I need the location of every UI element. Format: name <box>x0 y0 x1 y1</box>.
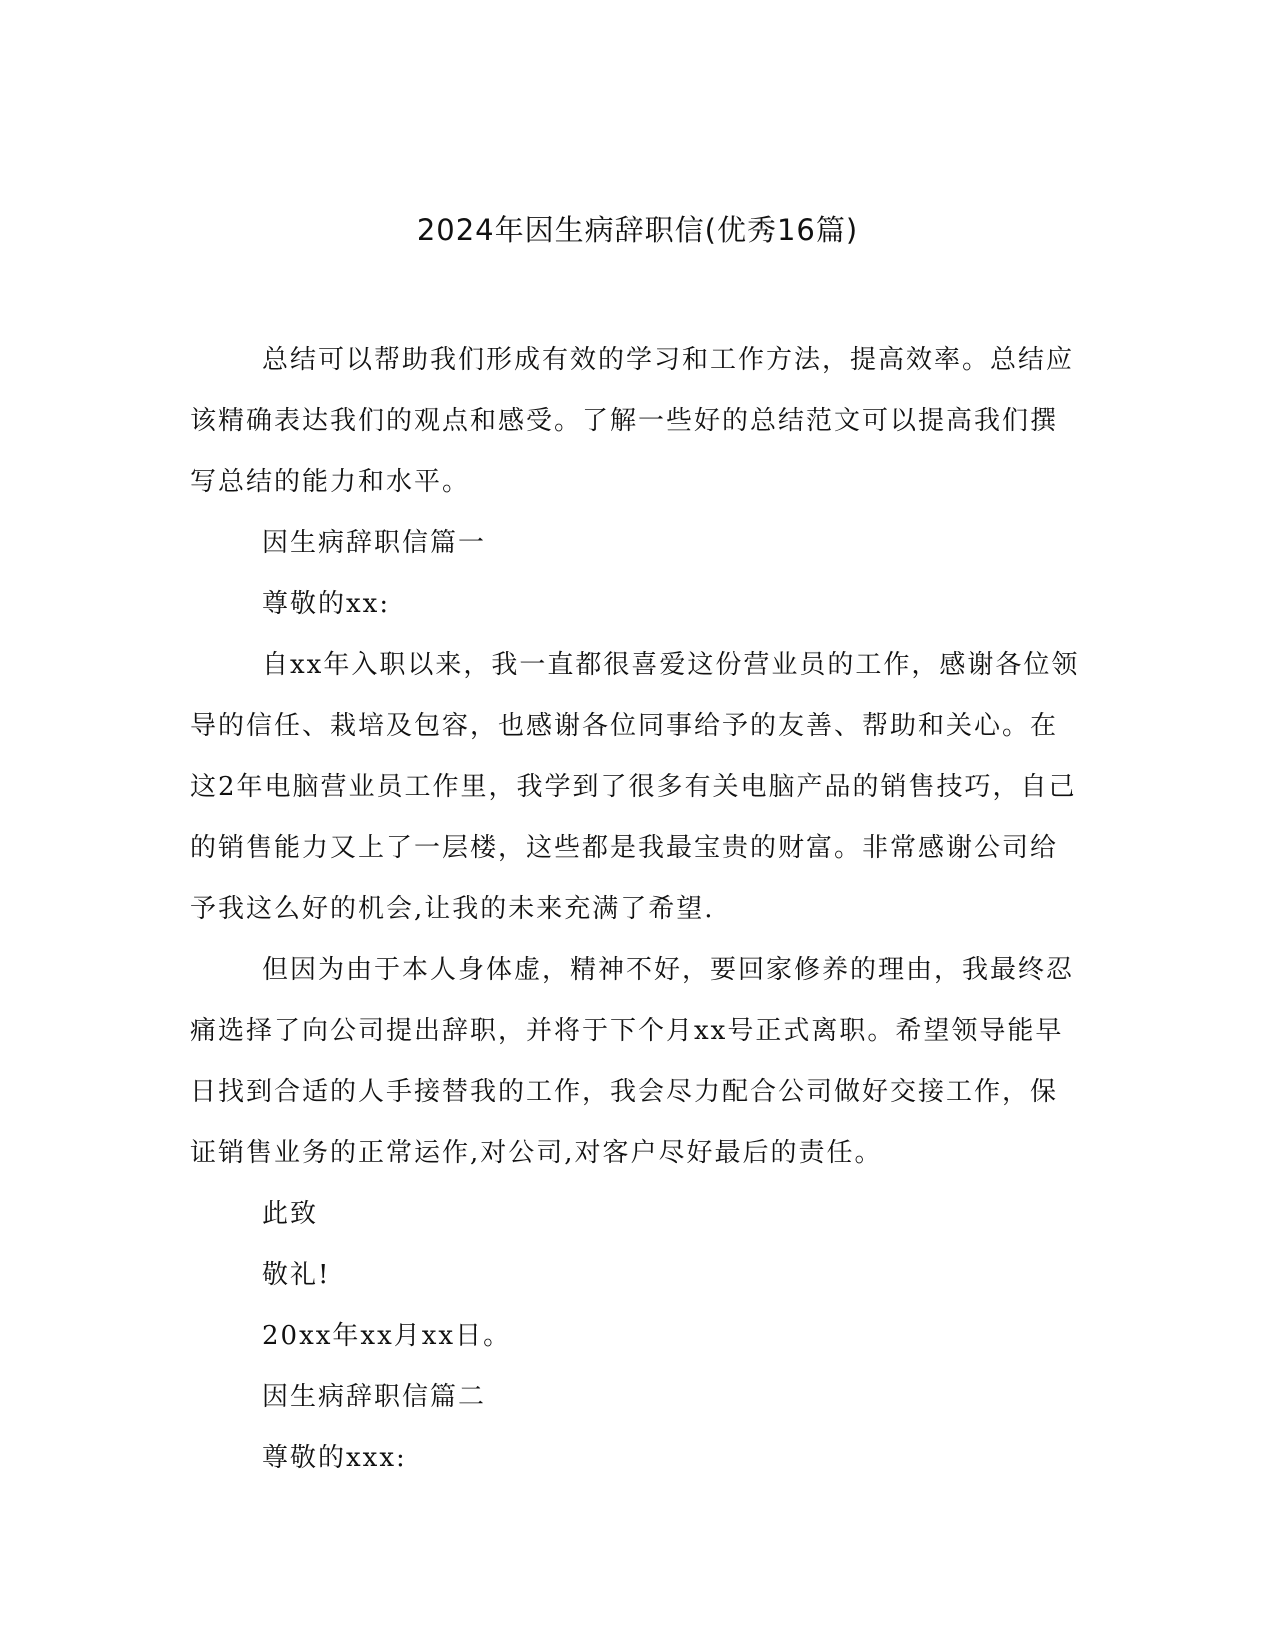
document-title: 2024年因生病辞职信(优秀16篇) <box>416 213 859 247</box>
date-1: 20xx年xx月xx日。 <box>262 1321 512 1351</box>
salutation-2: 尊敬的xxx: <box>262 1443 407 1473</box>
letter-1-paragraph-1: 自xx年入职以来，我一直都很喜爱这份营业员的工作，感谢各位领导的信任、栽培及包容，也感谢各位同事给予的友善、帮助和关心。在这2年电脑营业员工作里，我学到了很多有关电脑产品的销售技巧，自己的销售能力又上了一层楼，这些都是我最宝贵的财富。非常感谢公司给予我这么好的机会,让我的未来充满了希望. <box>190 650 1080 924</box>
regards-1: 敬礼! <box>262 1260 331 1290</box>
section-heading-2: 因生病辞职信篇二 <box>262 1382 487 1412</box>
section-heading-1: 因生病辞职信篇一 <box>262 528 487 558</box>
closing-1: 此致 <box>262 1199 319 1229</box>
document-body <box>190 330 1080 1489</box>
intro-paragraph: 总结可以帮助我们形成有效的学习和工作方法，提高效率。总结应该精确表达我们的观点和感受。了解一些好的总结范文可以提高我们撰写总结的能力和水平。 <box>190 345 1075 497</box>
salutation-1: 尊敬的xx: <box>262 589 391 619</box>
letter-1-paragraph-2: 但因为由于本人身体虚，精神不好，要回家修养的理由，我最终忍痛选择了向公司提出辞职，并将于下个月xx号正式离职。希望领导能早日找到合适的人手接替我的工作，我会尽力配合公司做好交接工作，保证销售业务的正常运作,对公司,对客户尽好最后的责任。 <box>190 955 1075 1168</box>
